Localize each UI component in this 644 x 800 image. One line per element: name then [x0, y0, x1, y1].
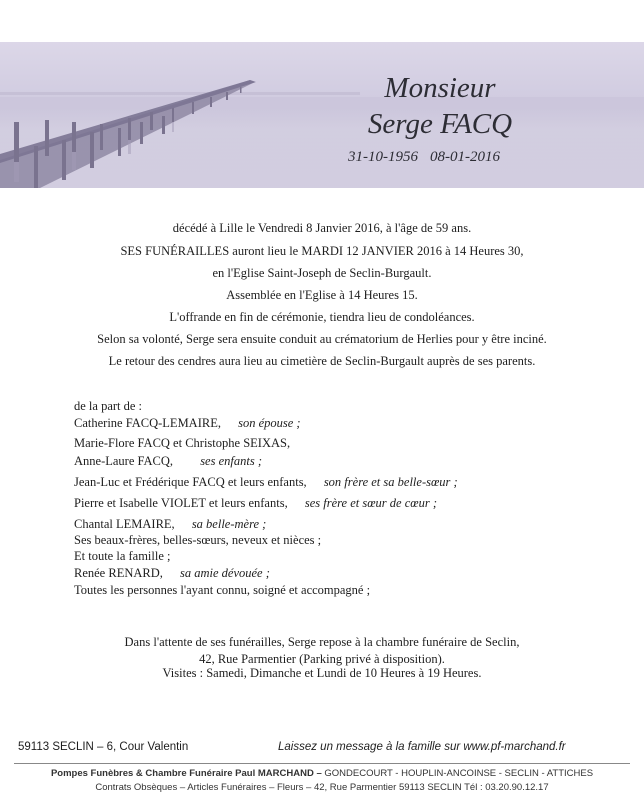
- family-line: [74, 517, 266, 532]
- honorific: Monsieur: [384, 72, 496, 104]
- family-name: Chantal LEMAIRE,: [74, 517, 175, 531]
- announcement-line: en l'Eglise Saint-Joseph de Seclin-Burgault.: [212, 266, 432, 280]
- announcement-line: Le retour des cendres aura lieu au cimetière de Seclin-Burgault auprès de ses parents.: [108, 354, 536, 368]
- announcement-line: L'offrande en fin de cérémonie, tiendra lieu de condoléances.: [169, 310, 475, 324]
- footer-company: [0, 768, 644, 779]
- footer-divider: [14, 763, 630, 764]
- family-name: Catherine FACQ-LEMAIRE,: [74, 416, 221, 430]
- family-name: Jean-Luc et Frédérique FACQ et leurs enfants,: [74, 475, 307, 489]
- family-line: [74, 533, 321, 548]
- rest-line: Visites : Samedi, Dimanche et Lundi de 10 Heures à 19 Heures.: [162, 666, 482, 680]
- announcement-line: Assemblée en l'Eglise à 14 Heures 15.: [226, 288, 418, 302]
- family-relation: son frère et sa belle-sœur ;: [323, 475, 458, 489]
- family-relation: sa belle-mère ;: [191, 517, 267, 531]
- family-line: [74, 475, 458, 490]
- family-line: [74, 566, 270, 581]
- footer-website-message: Laissez un message à la famille sur www.pf-marchand.fr: [278, 741, 566, 753]
- family-name: Renée RENARD,: [74, 566, 163, 580]
- family-intro: de la part de :: [74, 399, 143, 413]
- deceased-title: [340, 70, 540, 142]
- announcement-line: SES FUNÉRAILLES auront lieu le MARDI 12 JANVIER 2016 à 14 Heures 30,: [120, 244, 524, 258]
- family-relation: ses enfants ;: [200, 454, 262, 468]
- rest-line: Dans l'attente de ses funérailles, Serge repose à la chambre funéraire de Seclin,: [124, 635, 520, 649]
- family-line: [74, 583, 370, 598]
- announcement-line: Selon sa volonté, Serge sera ensuite conduit au crématorium de Herlies pour y être inciné.: [97, 332, 547, 346]
- family-relation: sa amie dévouée ;: [180, 566, 270, 580]
- rest-line: 42, Rue Parmentier (Parking privé à disposition).: [199, 652, 445, 666]
- family-line: [74, 416, 301, 431]
- footer-address: 59113 SECLIN – 6, Cour Valentin: [18, 741, 189, 753]
- birth-date: 31-10-1956: [348, 149, 418, 165]
- family-relation: son épouse ;: [238, 416, 301, 430]
- family-line: [74, 496, 437, 511]
- family-line: [74, 436, 290, 451]
- family-relation: ses frère et sœur de cœur ;: [304, 496, 437, 510]
- family-name: Marie-Flore FACQ et Christophe SEIXAS,: [74, 436, 291, 450]
- announcement-line: décédé à Lille le Vendredi 8 Janvier 2016, à l'âge de 59 ans.: [172, 221, 472, 235]
- company-name: Pompes Funèbres & Chambre Funéraire Paul MARCHAND –: [50, 768, 322, 779]
- family-name: Anne-Laure FACQ,: [74, 454, 174, 468]
- family-name: Pierre et Isabelle VIOLET et leurs enfants,: [74, 496, 288, 510]
- family-line: [74, 454, 262, 469]
- family-name: Toutes les personnes l'ayant connu, soigné et accompagné ;: [74, 583, 371, 597]
- company-locations: GONDECOURT - HOUPLIN-ANCOINSE - SECLIN - ATTICHES: [321, 768, 594, 779]
- deceased-name: Serge FACQ: [367, 108, 513, 140]
- family-name: Et toute la famille ;: [74, 549, 171, 563]
- footer-services: Contrats Obsèques – Articles Funéraires – Fleurs – 42, Rue Parmentier 59113 SECLIN Tél : 03.20.90.12.17: [95, 782, 549, 793]
- family-name: Ses beaux-frères, belles-sœurs, neveux et nièces ;: [74, 533, 322, 547]
- pier-image: [0, 42, 644, 188]
- family-line: [74, 549, 171, 564]
- death-date: 08-01-2016: [430, 149, 500, 165]
- header-banner: [0, 42, 644, 188]
